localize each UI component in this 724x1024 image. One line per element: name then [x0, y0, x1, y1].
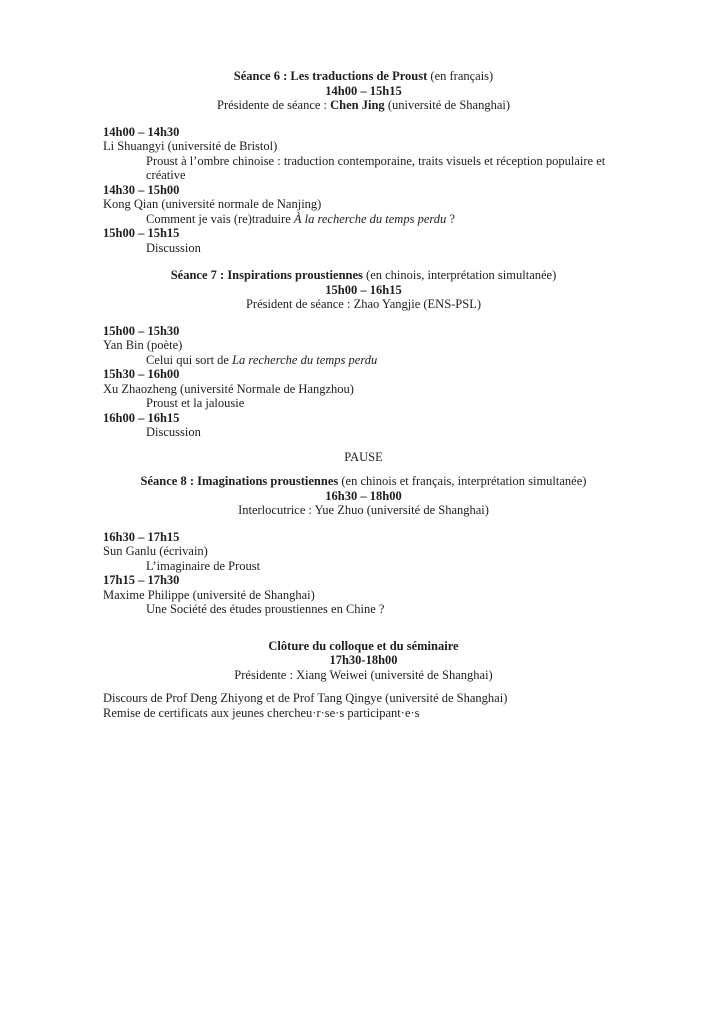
- talk-title-after: ?: [446, 211, 455, 226]
- session-time: 16h30 – 18h00: [325, 488, 402, 503]
- talk-title-text: Celui qui sort de: [146, 352, 233, 367]
- session-chair-prefix: Président de séance : Zhao Yangjie (ENS-PSL): [245, 297, 482, 311]
- talk-title-text: L’imaginaire de Proust: [146, 558, 261, 573]
- session-6-talks: [103, 125, 624, 256]
- talk-speaker: Li Shuangyi (université de Bristol): [103, 139, 278, 153]
- talk-title: [146, 353, 624, 368]
- talk-title-text: Discussion: [146, 240, 201, 255]
- session-6: [103, 69, 624, 255]
- talk-title-italic: À la recherche du temps perdu: [293, 211, 447, 226]
- session-title-bold: Séance 7 : Inspirations proustiennes: [170, 268, 363, 282]
- talk-row: [103, 411, 624, 440]
- session-7: [103, 268, 624, 440]
- session-chair-name: Chen Jing: [330, 98, 385, 112]
- session-chair: [103, 503, 624, 518]
- talk-speaker: Xu Zhaozheng (université Normale de Hangzhou): [103, 381, 354, 396]
- closing-paragraphs: [103, 691, 624, 720]
- talk-row: [103, 125, 624, 183]
- closing-time: 17h30-18h00: [329, 653, 398, 667]
- talk-title: [146, 212, 624, 227]
- session-7-talks: [103, 324, 624, 440]
- session-chair: [103, 98, 624, 113]
- session-title: [103, 474, 624, 489]
- session-6-header: [103, 69, 624, 113]
- session-chair: [103, 297, 624, 312]
- talk-row: [103, 573, 624, 617]
- session-title-bold: Séance 8 : Imaginations proustiennes: [140, 474, 339, 488]
- talk-title: [146, 396, 624, 411]
- pause-label: PAUSE: [344, 449, 383, 464]
- closing-title: Clôture du colloque et du séminaire: [268, 638, 459, 653]
- talk-time: 14h00 – 14h30: [103, 124, 180, 139]
- talk-row: [103, 226, 624, 255]
- session-title: [103, 69, 624, 84]
- talk-time: 14h30 – 15h00: [103, 182, 180, 197]
- closing-section: [103, 639, 624, 721]
- talk-title: [146, 154, 624, 183]
- talk-time: 15h00 – 15h15: [103, 226, 180, 240]
- session-title-note: (en français): [427, 69, 494, 83]
- talk-title-text: Discussion: [146, 425, 201, 439]
- closing-chair: Présidente : Xiang Weiwei (université de Shanghai): [234, 667, 493, 682]
- talk-time: 17h15 – 17h30: [103, 573, 180, 587]
- talk-title: [146, 602, 624, 617]
- talk-title: [146, 559, 624, 574]
- closing-line: Remise de certificats aux jeunes chercheu·r·se·s participant·e·s: [103, 705, 420, 720]
- session-title-note: (en chinois et français, interprétation simultanée): [338, 474, 587, 488]
- session-7-header: [103, 268, 624, 312]
- talk-time: 16h30 – 17h15: [103, 529, 180, 544]
- talk-speaker: Kong Qian (université normale de Nanjing): [103, 197, 322, 211]
- session-time: 15h00 – 16h15: [325, 282, 402, 297]
- talk-row: [103, 324, 624, 368]
- session-title-bold: Séance 6 : Les traductions de Proust: [233, 69, 428, 83]
- session-time: 14h00 – 15h15: [325, 83, 402, 98]
- talk-row: [103, 183, 624, 227]
- session-chair-suffix: (université de Shanghai): [384, 98, 510, 112]
- closing-line: Discours de Prof Deng Zhiyong et de Prof Tang Qingye (université de Shanghai): [103, 691, 508, 705]
- session-title: [103, 268, 624, 283]
- session-8: [103, 474, 624, 617]
- talk-speaker: Sun Ganlu (écrivain): [103, 544, 208, 558]
- talk-speaker: Yan Bin (poète): [103, 338, 183, 352]
- session-title-note: (en chinois, interprétation simultanée): [362, 268, 557, 282]
- talk-title-text: Comment je vais (re)traduire: [146, 211, 294, 226]
- talk-title: [146, 425, 624, 440]
- session-8-header: [103, 474, 624, 518]
- talk-row: [103, 367, 624, 411]
- session-chair-prefix: Présidente de séance :: [217, 98, 331, 112]
- talk-title: [146, 241, 624, 256]
- talk-title-text: Proust à l’ombre chinoise : traduction contemporaine, traits visuels et réception populaire et créative: [146, 153, 606, 182]
- session-chair-prefix: Interlocutrice : Yue Zhuo (université de Shanghai): [238, 503, 489, 517]
- talk-title-text: Proust et la jalousie: [146, 396, 245, 410]
- talk-title-italic: La recherche du temps perdu: [232, 352, 378, 367]
- talk-row: [103, 530, 624, 574]
- talk-time: 15h30 – 16h00: [103, 367, 180, 381]
- talk-speaker: Maxime Philippe (université de Shanghai): [103, 587, 315, 602]
- talk-title-text: Une Société des études proustiennes en Chine ?: [146, 602, 385, 616]
- talk-time: 16h00 – 16h15: [103, 410, 180, 425]
- talk-time: 15h00 – 15h30: [103, 323, 180, 338]
- closing-header: [103, 639, 624, 683]
- session-8-talks: [103, 530, 624, 617]
